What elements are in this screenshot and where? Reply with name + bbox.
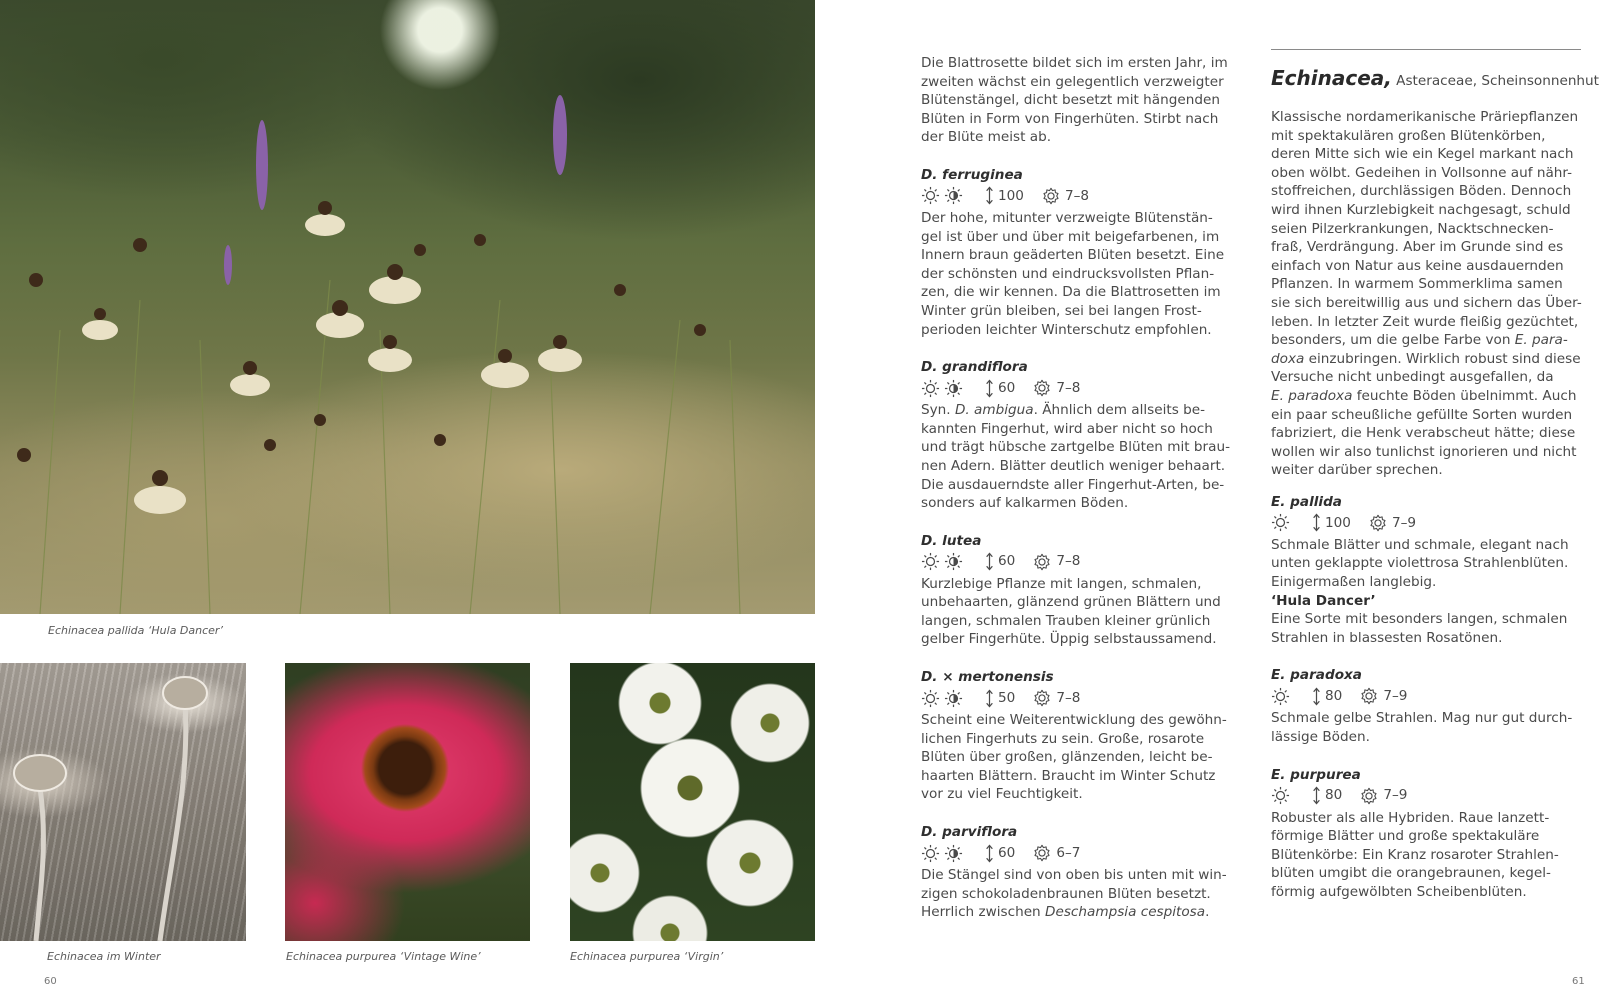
sun-icon (921, 379, 940, 398)
text-line: und trägt hübsche zartgelbe Blüten mit brau- (921, 439, 1230, 456)
caption-virgin-photo: Echinacea purpurea ‘Virgin’ (570, 950, 724, 963)
text-line: Die Blattrosette bildet sich im ersten Jahr, im (921, 55, 1228, 71)
text-line: Blüten in Form von Fingerhüten. Stirbt nach (921, 110, 1219, 127)
text-line: unbehaarten, glänzend grünen Blättern und (921, 594, 1221, 611)
text-line (1271, 331, 1585, 350)
entry-title: E. purpurea (1271, 766, 1361, 783)
bloom-value: 7–9 (1383, 688, 1408, 705)
text-line: stoffreichen, durchlässigen Böden. Dennoch (1271, 183, 1572, 200)
text-line: Schmale gelbe Strahlen. Mag nur gut durch- (1271, 710, 1573, 727)
caption-winter-photo: Echinacea im Winter (47, 950, 161, 963)
text-line: der Blüte meist ab. (921, 129, 1052, 146)
entry-d-parviflora (921, 822, 1239, 922)
icon-row (1271, 512, 1585, 534)
sun-icon (921, 186, 940, 205)
half-shade-icon (944, 689, 963, 708)
text-line: Winter grün bleiben, sei bei langen Frost- (921, 302, 1202, 319)
photo-echinacea-pallida-hula-dancer (0, 0, 815, 614)
text-line (1271, 350, 1585, 369)
text-line: zweiten wächst ein gelegentlich verzweigter (921, 73, 1224, 90)
text-fragment: besonders, um die gelbe Farbe von (1271, 332, 1515, 349)
text-line: einfach von Natur aus keine ausdauernden (1271, 257, 1564, 274)
text-line: Klassische nordamerikanische Präriepflanzen (1271, 109, 1579, 125)
page-number-right: 61 (1572, 976, 1585, 987)
text-line: Schmale Blätter und schmale, elegant nach (1271, 536, 1569, 553)
text-line: Blütenstängel, dicht besetzt mit hängenden (921, 92, 1220, 109)
section-rule (1271, 49, 1581, 50)
text-line: Kurzlebige Pflanze mit langen, schmalen, (921, 575, 1202, 592)
frosted-seedheads-illustration (0, 663, 246, 941)
height-value: 80 (1325, 787, 1343, 804)
height-value: 80 (1325, 688, 1343, 705)
text-fragment: Herrlich zwischen (921, 904, 1045, 921)
title-prefix: D. (921, 669, 943, 686)
text-line: lässige Böden. (1271, 729, 1370, 746)
text-line: nen Adern. Blätter deutlich weniger behaart. (921, 457, 1226, 474)
entry-d-mertonensis (921, 667, 1239, 804)
syn-rest: . Ähnlich dem allseits be- (1033, 402, 1206, 419)
entry-e-purpurea (1271, 765, 1585, 902)
hybrid-sign: × (942, 669, 954, 686)
height-arrow-icon (985, 379, 994, 398)
syn-prefix: Syn. (921, 402, 955, 419)
height-value: 60 (998, 379, 1016, 396)
text-line: Die Stängel sind von oben bis unten mit win- (921, 867, 1227, 884)
text-line: mit spektakulären großen Blütenkörben, (1271, 127, 1546, 144)
bloom-value: 7–8 (1056, 379, 1081, 396)
icon-row (1271, 785, 1585, 807)
intro-paragraph (921, 54, 1239, 147)
sun-icon (1271, 513, 1290, 532)
half-shade-icon (944, 552, 963, 571)
family-common-name: Asteraceae, Scheinsonnenhut (1391, 73, 1599, 89)
genus-name: Echinacea, (1271, 66, 1392, 90)
text-line: leben. In letzter Zeit wurde fleißig gezüchtet, (1271, 313, 1579, 330)
bloom-month-gear-icon (1360, 787, 1378, 805)
text-line: lichen Fingerhuts zu sein. Große, rosarote (921, 730, 1205, 747)
sun-icon (1271, 687, 1290, 706)
height-arrow-icon (1312, 687, 1321, 706)
text-fragment: feuchte Böden übelnimmt. Auch (1352, 387, 1577, 404)
text-line: gelber Fingerhüte. Üppig selbstaussamend. (921, 631, 1217, 648)
entry-title: D. parviflora (921, 824, 1018, 841)
text-line: ein paar scheußliche gefüllte Sorten wurden (1271, 406, 1573, 423)
icon-row (921, 185, 1239, 207)
bloom-month-gear-icon (1033, 379, 1051, 397)
text-line: fabriziert, die Henk verabscheut hätte; diese (1271, 425, 1576, 442)
icon-row (921, 551, 1239, 573)
entry-title: E. pallida (1271, 493, 1342, 510)
height-arrow-icon (1312, 513, 1321, 532)
text-line: Blütenkörbe: Ein Kranz rosaroter Strahlen- (1271, 846, 1559, 863)
text-line: oben wölbt. Gedeihen in Vollsonne auf nähr- (1271, 164, 1573, 181)
icon-row (1271, 685, 1585, 707)
photo-echinacea-winter (0, 663, 246, 941)
caption-vintage-wine-photo: Echinacea purpurea ‘Vintage Wine’ (286, 950, 481, 963)
text-column-digitalis (921, 54, 1239, 922)
text-line: weiter darüber sprechen. (1271, 462, 1443, 479)
text-line: zigen schokoladenbraunen Blüten besetzt. (921, 885, 1211, 902)
text-line: Versuche nicht unbedingt ausgefallen, da (1271, 369, 1554, 386)
photo-echinacea-virgin (570, 663, 815, 941)
height-value: 100 (1325, 514, 1351, 531)
text-line: Scheint eine Weiterentwicklung des gewöhn- (921, 712, 1227, 729)
text-line: der schönsten und eindrucksvollsten Pflan- (921, 265, 1215, 282)
half-shade-icon (944, 844, 963, 863)
synonym-name: D. ambigua (954, 402, 1034, 419)
text-line: haarten Blättern. Braucht im Winter Schutz (921, 767, 1216, 784)
text-fragment: einzubringen. Wirklich robust sind diese (1304, 350, 1581, 367)
entry-e-paradoxa (1271, 665, 1585, 746)
entry-d-grandiflora (921, 357, 1239, 513)
photo-echinacea-vintage-wine (285, 663, 530, 941)
text-line (921, 903, 1239, 922)
text-line: Pflanzen. In warmem Sommerklima samen (1271, 276, 1563, 293)
sun-icon (921, 689, 940, 708)
text-line: Strahlen in blassesten Rosatönen. (1271, 629, 1503, 646)
meadow-illustration (0, 0, 815, 614)
height-value: 50 (998, 689, 1016, 706)
text-line: Der hohe, mitunter verzweigte Blütenstän- (921, 209, 1213, 226)
height-arrow-icon (1312, 786, 1321, 805)
bloom-value: 7–9 (1383, 787, 1408, 804)
text-line: wird ihnen Kurzlebigkeit nachgesagt, schuld (1271, 201, 1571, 218)
height-value: 60 (998, 844, 1016, 861)
text-line: Die ausdauerndste aller Fingerhut-Arten, be- (921, 476, 1225, 493)
icon-row (921, 687, 1239, 709)
entry-title: D. ferruginea (921, 166, 1023, 183)
text-line: gel ist über und über mit beigefarbenen, im (921, 228, 1220, 245)
half-shade-icon (944, 379, 963, 398)
text-column-echinacea (1271, 49, 1599, 902)
text-line: unten geklappte violettrosa Strahlenblüten. (1271, 555, 1569, 572)
text-line (1271, 387, 1585, 406)
height-arrow-icon (985, 186, 994, 205)
text-fragment: . (1205, 904, 1210, 921)
height-arrow-icon (985, 552, 994, 571)
title-rest: mertonensis (953, 669, 1054, 686)
icon-row (921, 377, 1239, 399)
species-name: E. para- (1514, 332, 1568, 349)
height-value: 60 (998, 553, 1016, 570)
text-line: Eine Sorte mit besonders langen, schmalen (1271, 611, 1568, 628)
bloom-month-gear-icon (1033, 844, 1051, 862)
bloom-value: 7–8 (1056, 553, 1081, 570)
entry-title (921, 667, 1239, 687)
entry-title: D. grandiflora (921, 359, 1028, 376)
text-line: Innern braun geäderten Blüten besetzt. Eine (921, 247, 1225, 264)
text-line: zen, die wir kennen. Da die Blattrosetten im (921, 284, 1221, 301)
sun-icon (1271, 786, 1290, 805)
text-line: vor zu viel Feuchtigkeit. (921, 786, 1083, 803)
half-shade-icon (944, 186, 963, 205)
text-line: förmige Blätter und große spektakuläre (1271, 828, 1540, 845)
species-name: E. paradoxa (1271, 387, 1353, 404)
bloom-month-gear-icon (1042, 187, 1060, 205)
text-line: wollen wir also tunlichst ignorieren und nicht (1271, 443, 1577, 460)
caption-main-photo: Echinacea pallida ‘Hula Dancer’ (48, 624, 223, 637)
entry-title: E. paradoxa (1271, 667, 1362, 684)
bloom-value: 7–8 (1064, 187, 1090, 204)
text-line: Robuster als alle Hybriden. Raue lanzett- (1271, 809, 1550, 826)
species-name: Deschampsia cespitosa (1045, 904, 1206, 921)
text-line: langen, schmalen Trauben kleiner grünlich (921, 612, 1211, 629)
bloom-month-gear-icon (1033, 553, 1051, 571)
bloom-month-gear-icon (1033, 689, 1051, 707)
bloom-value: 7–9 (1391, 514, 1417, 531)
species-name: doxa (1271, 350, 1305, 367)
sun-icon (921, 844, 940, 863)
bloom-value: 6–7 (1056, 844, 1081, 861)
icon-row (921, 842, 1239, 864)
height-arrow-icon (985, 844, 994, 863)
bloom-value: 7–8 (1056, 689, 1081, 706)
text-line (921, 401, 1239, 420)
page-number-left: 60 (44, 976, 57, 987)
text-line: förmig aufgewölbten Scheibenblüten. (1271, 884, 1527, 900)
sun-icon (921, 552, 940, 571)
text-line: blüten umgibt die orangebraunen, kegel- (1271, 865, 1551, 882)
entry-d-lutea (921, 531, 1239, 649)
text-line: sonders auf kalkarmen Böden. (921, 495, 1129, 512)
entry-e-pallida (1271, 492, 1585, 648)
text-line: sie sich bereitwillig aus und sichern das Über- (1271, 294, 1582, 311)
text-line: fraß, Verdrängung. Aber im Grunde sind es (1271, 239, 1564, 256)
entry-d-ferruginea (921, 165, 1239, 339)
bloom-month-gear-icon (1369, 514, 1387, 532)
height-value: 100 (998, 187, 1024, 204)
text-line: deren Mitte sich wie ein Kegel markant nach (1271, 146, 1574, 163)
cultivar-name: ‘Hula Dancer’ (1271, 592, 1376, 609)
text-line: Blüten über großen, glänzenden, leicht be- (921, 749, 1213, 766)
entry-title: D. lutea (921, 532, 982, 549)
height-arrow-icon (985, 689, 994, 708)
bloom-month-gear-icon (1360, 687, 1378, 705)
genus-heading (1271, 66, 1599, 92)
text-line: perioden leichter Winterschutz empfohlen. (921, 321, 1212, 338)
text-line: kannten Fingerhut, wird aber nicht so hoch (921, 420, 1213, 437)
text-line: seien Pilzerkrankungen, Nacktschnecken- (1271, 220, 1554, 237)
text-line: Einigermaßen langlebig. (1271, 574, 1437, 591)
genus-description (1271, 108, 1585, 480)
